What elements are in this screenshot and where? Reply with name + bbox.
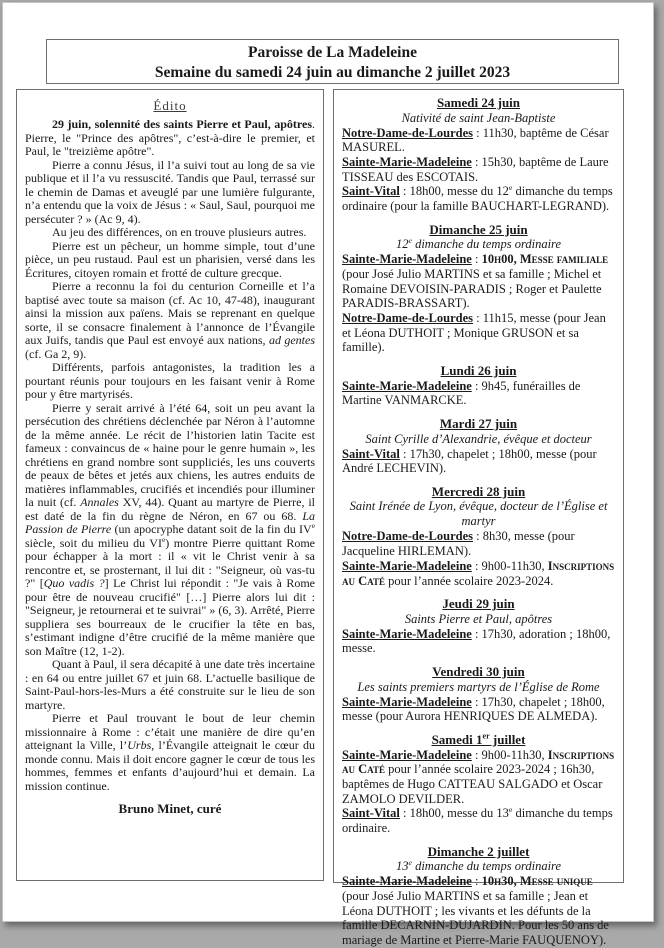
church-name: Sainte-Marie-Madeleine xyxy=(342,747,472,762)
text-run: ) montre Pierre quittant Rome pour échapper à la mort : il « vit le Christ venir à sa rencontre et, se prosternant, il lui dit : "Seigneur, où vas-tu ?" [ xyxy=(25,535,316,590)
text-run: : xyxy=(471,874,482,889)
text-run: dimanche du temps ordinaire xyxy=(411,859,561,874)
schedule-entry xyxy=(342,559,615,588)
text-run: : 8h30, messe (pour Jacqueline HIRLEMAN). xyxy=(342,529,575,559)
text-run: (pour José Julio MARTINS et sa famille ; Jean et Léona DUTHOIT ; les vivants et les défunts de la famille DECARNIN-DUJARDIN. Pour les 50 ans de mariage de Martine et Pierre-Marie FAUQUENOY). xyxy=(342,889,609,948)
text-run: Samedi 24 juin xyxy=(436,95,521,110)
day-feast xyxy=(342,859,615,874)
text-run: siècle, soit du milieu du VI xyxy=(25,535,162,550)
text-run: e xyxy=(311,521,315,530)
day-feast xyxy=(342,612,615,627)
text-run: e xyxy=(508,805,513,815)
day-feast xyxy=(342,499,615,529)
text-run: Pierre y serait arrivé à l’été 64, soit un peu avant la persécution des chrétiens déclenchée par Néron à l’automne de la même année. Le récit de l’historien latin Tacite est fameux : convaincus de « haine pour le genre humain », les chrétiens en grand nombre sont suppliciés, les uns couverts de peaux de bêtes et jetés aux chiens, les autres enduits de matières inflammables, crucifiés et incendiés pour illuminer la nuit (cf. xyxy=(25,400,315,509)
text-run: : 15h30, baptême de Laure TISSEAU des ESCOTAIS. xyxy=(342,154,609,184)
text-run: 12 xyxy=(395,237,409,252)
text-run: Vendredi 30 juin xyxy=(432,664,525,680)
schedule-column xyxy=(333,89,624,948)
schedule-entry xyxy=(342,379,615,408)
schedule-entry xyxy=(342,155,615,184)
text-run: pour l’année scolaire 2023-2024 ; 16h30, baptêmes de Hugo CATTEAU SALGADO et Oscar ZAMOLO DEVILDER. xyxy=(342,762,603,806)
text-run: Quant à Paul, il sera décapité à une date très incertaine : en 64 ou entre juillet 67 et juin 68. L’actuelle basilique de Saint-Paul-hors-les-Murs a été construite sur le lieu de son martyre. xyxy=(25,657,315,712)
text-run: : 11h15, messe (pour Jean et Léona DUTHOIT ; Monique GRUSON et sa famille). xyxy=(342,311,606,355)
text-run: , l’Évangile atteignait le cœur du monde connu. Mais il doit encore gagner le cœur de tous les hommes, femmes et enfants d’aujourd’hui et demain. La mission continue. xyxy=(25,738,315,793)
schedule-entry xyxy=(342,874,615,948)
day-feast xyxy=(342,680,615,695)
edito-paragraph xyxy=(25,658,315,712)
church-name: Sainte-Marie-Madeleine xyxy=(342,626,472,641)
schedule-day xyxy=(342,732,615,836)
text-run: Au jeu des différences, on en trouve plusieurs autres. xyxy=(52,225,307,239)
edito-paragraph xyxy=(25,226,315,240)
text-run: 29 juin, solennité des saints Pierre et Paul, apôtres xyxy=(52,117,312,131)
text-run: (pour José Julio MARTINS et sa famille ; Michel et Romaine DEVOISIN-PARADIS ; Roger et Paulette PARADIS-BRASSART). xyxy=(342,266,602,311)
text-run: Saint Cyrille d’Alexandrie, évêque et docteur xyxy=(365,431,592,446)
text-run: Saints Pierre et Paul, apôtres xyxy=(404,611,553,626)
church-name: Saint-Vital xyxy=(342,446,400,461)
day-feast xyxy=(342,237,615,252)
text-run: 10h30, Messe unique xyxy=(481,874,593,889)
schedule-entry xyxy=(342,126,615,155)
text-run: 10h00, Messe familiale xyxy=(481,252,609,267)
edito-paragraph xyxy=(25,712,315,793)
text-run: Mardi 27 juin xyxy=(439,416,518,432)
text-run: : 9h45, funérailles de Martine VANMARCKE. xyxy=(342,378,581,408)
text-run: : 11h30, baptême de César MASUREL. xyxy=(342,125,609,155)
bulletin-page xyxy=(2,2,654,948)
text-run: juillet xyxy=(489,732,526,748)
schedule-day xyxy=(342,596,615,656)
edito-paragraph xyxy=(25,361,315,402)
schedule-day xyxy=(342,484,615,588)
day-feast xyxy=(342,111,615,126)
schedule-entry xyxy=(342,447,615,476)
schedule-entry xyxy=(342,184,615,213)
schedule-entry xyxy=(342,695,615,724)
church-name: Sainte-Marie-Madeleine xyxy=(342,558,472,573)
text-run: Inscriptions au Caté xyxy=(342,558,615,588)
schedule-entry xyxy=(342,252,615,311)
text-run: Pierre a reconnu la foi du centurion Corneille et l’a baptisé avec toute sa maison (cf. Ac 10, 47-48), inaugurant ainsi la mission aux païens. Mais se reprenant en quelque sorte, il se consacre finalement à l’annonce de l’Évangile aux Juifs, tandis que Paul est envoyé aux nations, xyxy=(25,279,315,347)
text-run: : 17h30, chapelet ; 18h00, messe (pour Aurora HENRIQUES DE ALMEDA). xyxy=(342,694,605,724)
schedule-day xyxy=(342,416,615,476)
text-run: : xyxy=(471,252,482,267)
text-run: Urbs xyxy=(127,738,152,752)
text-run: 13 xyxy=(395,859,409,874)
text-run: Saint Irénée de Lyon, évêque, docteur de l’Église et martyr xyxy=(349,499,608,529)
text-run: dimanche du temps ordinaire (pour la famille BAUCHART-LEGRAND). xyxy=(342,184,613,214)
church-name: Notre-Dame-de-Lourdes xyxy=(342,529,473,544)
edito-paragraph xyxy=(25,240,315,281)
text-run: Dimanche 2 juillet xyxy=(427,843,530,859)
text-run: (un apocryphe datant soit de la fin du IV xyxy=(111,522,312,536)
church-name: Notre-Dame-de-Lourdes xyxy=(342,125,473,140)
text-run: Jeudi 29 juin xyxy=(442,596,515,612)
day-feast xyxy=(342,432,615,447)
text-run: e xyxy=(161,534,166,544)
text-run: Pierre a connu Jésus, il l’a suivi tout au long de sa vie publique et il l’a vu ressuscité. Tandis que Paul, terrassé sur le chemin de Damas et aveuglé par une lumière fulgurante, n’a entendu que la voix de Jésus : « Saul, Saul, pourquoi me persécuter ? » (Ac 9, 4). xyxy=(25,157,315,226)
edito-heading: Édito xyxy=(153,98,187,113)
day-title xyxy=(342,844,615,860)
text-run: Les saints premiers martyrs de l’Église de Rome xyxy=(357,679,600,694)
text-run: (cf. Ga 2, 9). xyxy=(25,346,87,361)
schedule-day xyxy=(342,664,615,724)
text-run: : 9h00-11h30, xyxy=(471,558,548,573)
text-run: : 17h30, chapelet ; 18h00, messe (pour André LECHEVIN). xyxy=(342,446,597,476)
schedule-entry xyxy=(342,806,615,835)
day-title xyxy=(342,732,615,748)
text-run: e xyxy=(408,858,412,868)
text-run: Samedi 1 xyxy=(431,732,483,748)
text-run: . Pierre, le "Prince des apôtres", c’est-à-dire le premier, et Paul, le "treizième apôtre". xyxy=(25,117,315,158)
text-run: : 18h00, messe du 13 xyxy=(399,806,509,821)
church-name: Notre-Dame-de-Lourdes xyxy=(342,311,473,326)
text-run: e xyxy=(508,183,513,193)
text-run: Dimanche 25 juin xyxy=(429,221,528,237)
schedule-entry xyxy=(342,311,615,355)
text-run: er xyxy=(482,731,490,741)
church-name: Saint-Vital xyxy=(342,184,400,199)
text-run: Quo vadis ? xyxy=(43,576,105,590)
schedule-day xyxy=(342,222,615,355)
schedule-day xyxy=(342,363,615,408)
day-title xyxy=(342,416,615,432)
text-run: Pierre et Paul trouvant le bout de leur chemin missionnaire à Rome : c’était une manière de dire qu’en atteignant la Ville, l’ xyxy=(25,711,315,752)
text-run: ] Le Christ lui répondit : "Je vais à Rome pour être de nouveau crucifié" […] Pierre alors lui dit : "Seigneur, je retournerai et te suivrai" » (6, 3). Arrêté, Pierre suppliera ses bourreaux de le crucifier la tête en bas, s’estimant indigne d’être crucifié de la même manière que son Maître (12, 1-2). xyxy=(25,576,315,658)
week-subtitle: Semaine du samedi 24 juin au dimanche 2 juillet 2023 xyxy=(154,63,511,81)
schedule-day xyxy=(342,844,615,948)
text-run: dimanche du temps ordinaire xyxy=(411,237,561,252)
schedule-entry xyxy=(342,529,615,558)
text-run: Différents, parfois antagonistes, la tradition les a pourtant réunis pour toujours en les faisant venir à Rome pour y être martyrisés. xyxy=(25,360,315,401)
parish-title: Paroisse de La Madeleine xyxy=(248,44,417,61)
text-run: ad gentes xyxy=(268,333,315,347)
edito-signature: Bruno Minet, curé xyxy=(118,801,222,816)
text-run: dimanche du temps ordinaire. xyxy=(342,806,613,836)
text-run: Nativité de saint Jean-Baptiste xyxy=(401,110,556,125)
church-name: Sainte-Marie-Madeleine xyxy=(342,252,472,267)
schedule-day xyxy=(342,95,615,214)
day-title xyxy=(342,222,615,238)
text-run: Inscriptions au Caté xyxy=(342,747,615,777)
church-name: Sainte-Marie-Madeleine xyxy=(342,378,472,393)
text-run: e xyxy=(408,236,412,246)
day-title xyxy=(342,664,615,680)
text-run: Lundi 26 juin xyxy=(440,363,517,379)
text-run: : 18h00, messe du 12 xyxy=(399,184,509,199)
edito-column xyxy=(16,89,324,881)
bulletin-header xyxy=(46,39,619,84)
text-run: : 17h30, adoration ; 18h00, messe. xyxy=(342,626,611,656)
day-title xyxy=(342,484,615,500)
day-title xyxy=(342,363,615,379)
church-name: Sainte-Marie-Madeleine xyxy=(342,874,472,889)
schedule-entry xyxy=(342,748,615,807)
edito-paragraph xyxy=(25,402,315,659)
text-run: : 9h00-11h30, xyxy=(471,747,548,762)
text-run: Pierre est un pêcheur, un homme simple, tout d’une pièce, un peu rustaud. Paul est un pharisien, versé dans les Écritures, citoyen romain et frotté de culture grecque. xyxy=(25,238,315,280)
church-name: Saint-Vital xyxy=(342,806,400,821)
schedule-entry xyxy=(342,627,615,656)
edito-body xyxy=(25,118,315,793)
day-title xyxy=(342,596,615,612)
text-run: La Passion de Pierre xyxy=(25,508,315,536)
church-name: Sainte-Marie-Madeleine xyxy=(342,154,472,169)
day-title xyxy=(342,95,615,111)
text-run: Annales xyxy=(80,495,119,509)
church-name: Sainte-Marie-Madeleine xyxy=(342,694,472,709)
edito-paragraph xyxy=(25,159,315,227)
edito-paragraph xyxy=(25,118,315,159)
text-run: XV, 44). Quant au martyre de Pierre, il est daté de la fin du règne de Néron, en 67 ou 68. xyxy=(25,495,315,523)
text-run: Mercredi 28 juin xyxy=(431,483,526,499)
edito-paragraph xyxy=(25,280,315,361)
schedule-body xyxy=(342,95,615,948)
text-run: pour l’année scolaire 2023-2024. xyxy=(385,573,554,588)
